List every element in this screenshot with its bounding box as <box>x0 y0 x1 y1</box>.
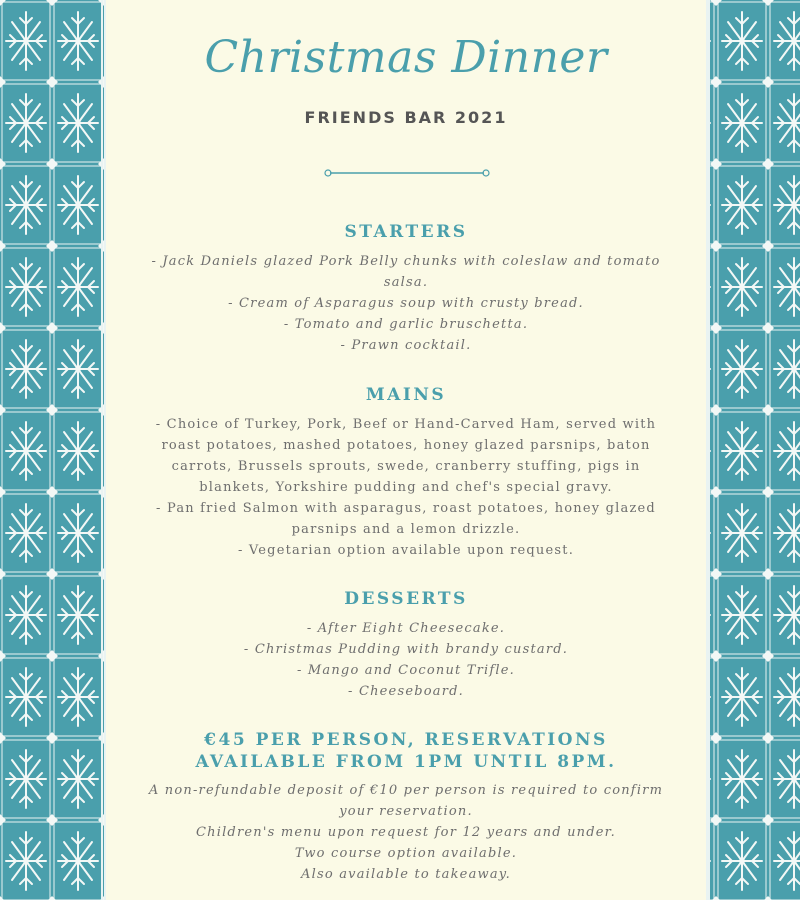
menu-subtitle: FRIENDS BAR 2021 <box>304 108 508 127</box>
list-item: - After Eight Cheesecake. <box>306 621 506 636</box>
note-item: Two course option available. <box>294 846 518 861</box>
list-item: - Cream of Asparagus soup with crusty bread. <box>228 296 584 311</box>
price-line: AVAILABLE FROM 1PM UNTIL 8PM. <box>195 752 617 772</box>
list-item: - Prawn cocktail. <box>340 338 472 353</box>
price-line: €45 PER PERSON, RESERVATIONS <box>204 730 608 750</box>
ornament-divider-icon <box>324 168 490 178</box>
note-item: Children's menu upon request for 12 years and under. <box>196 825 616 840</box>
price-banner <box>126 729 686 773</box>
list-item: - Choice of Turkey, Pork, Beef or Hand-Carved Ham, served with roast potatoes, mashed potatoes, honey glazed parsnips, baton carrots, Brussels sprouts, swede, cranberry stuffing, pigs in blankets, Yorkshire pudding and chef's special gravy. <box>155 417 657 495</box>
notes-list <box>146 780 666 885</box>
list-item: - Tomato and garlic bruschetta. <box>283 317 529 332</box>
list-item: - Cheeseboard. <box>348 684 464 699</box>
snowflake-pattern-icon <box>708 0 800 900</box>
starters-heading: STARTERS <box>344 222 468 242</box>
menu-panel <box>104 0 708 900</box>
mains-heading: MAINS <box>365 385 447 405</box>
list-item: - Christmas Pudding with brandy custard. <box>243 642 569 657</box>
snowflake-pattern-icon <box>0 0 104 900</box>
right-snowflake-border <box>708 0 800 900</box>
note-item: Also available to takeaway. <box>301 867 511 882</box>
list-item: - Pan fried Salmon with asparagus, roast potatoes, honey glazed parsnips and a lemon drizzle. <box>156 501 656 537</box>
list-item: - Vegetarian option available upon request. <box>237 543 575 558</box>
desserts-list <box>146 618 666 702</box>
desserts-heading: DESSERTS <box>344 589 468 609</box>
menu-title: Christmas Dinner <box>204 32 608 83</box>
mains-list <box>146 414 666 561</box>
list-item: - Jack Daniels glazed Pork Belly chunks with coleslaw and tomato salsa. <box>151 254 661 290</box>
list-item: - Mango and Coconut Trifle. <box>296 663 516 678</box>
starters-list <box>146 251 666 356</box>
left-snowflake-border <box>0 0 104 900</box>
note-item: A non-refundable deposit of €10 per person is required to confirm your reservation. <box>148 783 664 819</box>
